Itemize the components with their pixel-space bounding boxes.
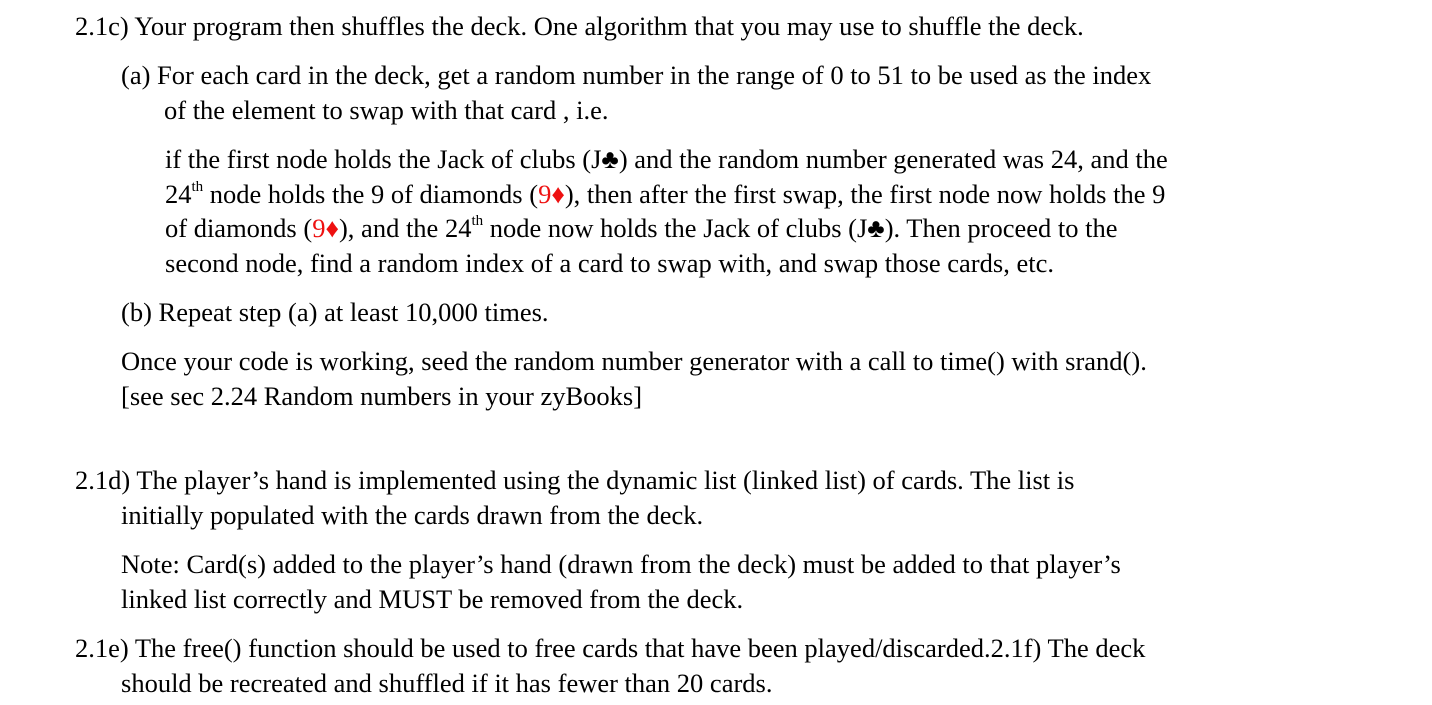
seed-note-line-2: [see sec 2.24 Random numbers in your zyBooks] bbox=[121, 381, 643, 411]
section-2-1e-line-2: should be recreated and shuffled if it has fewer than 20 cards. bbox=[121, 668, 773, 698]
step-a-line-2: of the element to swap with that card , i.e. bbox=[164, 95, 609, 125]
example-24: 24 bbox=[165, 179, 192, 209]
section-2-1d-line-1: 2.1d) The player’s hand is implemented using the dynamic list (linked list) of cards. The list is bbox=[75, 465, 1075, 495]
example-text: node holds the 9 of diamonds ( bbox=[203, 179, 539, 209]
section-2-1c-heading: 2.1c) Your program then shuffles the deck. One algorithm that you may use to shuffle the deck. bbox=[75, 11, 1084, 41]
section-2-1d-line-2: initially populated with the cards drawn from the deck. bbox=[121, 500, 704, 530]
seed-note-line-1: Once your code is working, seed the random number generator with a call to time() with srand(). bbox=[121, 346, 1147, 376]
example-line-2 bbox=[165, 179, 1165, 209]
example-text: node now holds the Jack of clubs (J♣). Then proceed to the bbox=[483, 213, 1118, 243]
ordinal-suffix: th bbox=[471, 213, 484, 230]
example-line-1: if the first node holds the Jack of clubs (J♣) and the random number generated was 24, and the bbox=[165, 144, 1168, 174]
example-line-3 bbox=[165, 213, 1117, 243]
example-text: ), and the 24 bbox=[338, 213, 472, 243]
ordinal-suffix: th bbox=[191, 179, 204, 196]
note-line-1: Note: Card(s) added to the player’s hand (drawn from the deck) must be added to that player’s bbox=[121, 549, 1121, 579]
example-text: ), then after the first swap, the first node now holds the 9 bbox=[564, 179, 1166, 209]
step-b: (b) Repeat step (a) at least 10,000 times. bbox=[121, 297, 549, 327]
example-line-4: second node, find a random index of a card to swap with, and swap those cards, etc. bbox=[165, 248, 1054, 278]
nine-of-diamonds: 9♦ bbox=[538, 179, 565, 209]
section-2-1e-line-1: 2.1e) The free() function should be used to free cards that have been played/discarded.2.1f) The deck bbox=[75, 633, 1146, 663]
nine-of-diamonds: 9♦ bbox=[312, 213, 339, 243]
note-line-2: linked list correctly and MUST be removed from the deck. bbox=[121, 584, 744, 614]
example-text: of diamonds ( bbox=[165, 213, 313, 243]
step-a-line-1: (a) For each card in the deck, get a random number in the range of 0 to 51 to be used as the index bbox=[121, 60, 1152, 90]
